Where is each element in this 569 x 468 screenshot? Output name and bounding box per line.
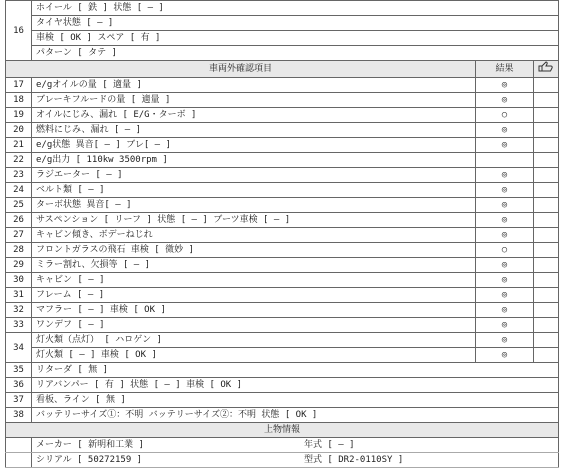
tire-section-line <box>6 1 559 16</box>
row-number: 33 <box>6 318 32 333</box>
row-number: 21 <box>6 138 32 153</box>
row-number: 26 <box>6 213 32 228</box>
check-item-text: 看板、ライン [ 無 ] <box>32 393 559 408</box>
check-extra <box>534 228 559 243</box>
check-item-text: フロントガラスの飛石 車検 [ 微妙 ] <box>32 243 476 258</box>
check-item-text: ブレーキフルードの量 [ 適量 ] <box>32 93 476 108</box>
tire-section-line <box>6 16 559 31</box>
inspection-table <box>5 0 559 468</box>
row-number: 23 <box>6 168 32 183</box>
check-row <box>6 318 559 333</box>
row-number: 28 <box>6 243 32 258</box>
check-item-text: ワンデフ [ — ] <box>32 318 476 333</box>
upper-info-spacer <box>6 438 32 453</box>
upper-info-row <box>6 453 559 468</box>
tire-section-text: ホイール [ 鉄 ] 状態 [ — ] <box>32 1 559 16</box>
check-extra <box>534 168 559 183</box>
check-row <box>6 363 559 378</box>
upper-info-line <box>32 453 559 468</box>
upper-info-left: メーカー [ 新明和工業 ] <box>36 440 144 450</box>
row-number: 24 <box>6 183 32 198</box>
row-number: 37 <box>6 393 32 408</box>
check-result: ◎ <box>476 348 534 363</box>
check-row <box>6 108 559 123</box>
check-result: ○ <box>476 108 534 123</box>
upper-info-spacer <box>6 453 32 468</box>
check-row <box>6 93 559 108</box>
row-number: 16 <box>6 1 32 61</box>
check-row <box>6 333 559 348</box>
check-row <box>6 258 559 273</box>
check-row <box>6 393 559 408</box>
check-item-text: e/gオイルの量 [ 適量 ] <box>32 78 476 93</box>
check-row <box>6 288 559 303</box>
row-number: 20 <box>6 123 32 138</box>
thumbs-up-icon <box>534 61 559 78</box>
row-number: 32 <box>6 303 32 318</box>
inspection-sheet <box>5 0 558 468</box>
check-result: ◎ <box>476 183 534 198</box>
upper-info-right: 型式 [ DR2-0110SY ] <box>304 455 404 465</box>
row-number: 25 <box>6 198 32 213</box>
check-item-text: フレーム [ — ] <box>32 288 476 303</box>
check-result: ◎ <box>476 138 534 153</box>
check-extra <box>534 78 559 93</box>
check-extra <box>534 93 559 108</box>
row-number: 30 <box>6 273 32 288</box>
check-row <box>6 228 559 243</box>
check-item-text: マフラー [ — ] 車検 [ OK ] <box>32 303 476 318</box>
row-number: 35 <box>6 363 32 378</box>
check-result: ◎ <box>476 228 534 243</box>
check-item-text: キャビン [ — ] <box>32 273 476 288</box>
check-result: ◎ <box>476 168 534 183</box>
upper-info-title: 上物情報 <box>6 423 559 438</box>
check-extra <box>534 243 559 258</box>
check-result: ◎ <box>476 273 534 288</box>
check-result: ◎ <box>476 198 534 213</box>
row-number: 34 <box>6 333 32 363</box>
row-number: 22 <box>6 153 32 168</box>
check-item-text: ベルト類 [ — ] <box>32 183 476 198</box>
check-extra <box>534 288 559 303</box>
check-row <box>6 168 559 183</box>
check-item-text: 灯火類（点灯） [ ハロゲン ] <box>32 333 476 348</box>
row-number: 18 <box>6 93 32 108</box>
check-extra <box>534 348 559 363</box>
check-extra <box>534 153 559 168</box>
check-extra <box>534 258 559 273</box>
check-row <box>6 78 559 93</box>
upper-info-right: 年式 [ — ] <box>304 440 355 450</box>
check-extra <box>534 333 559 348</box>
check-result: ◎ <box>476 258 534 273</box>
check-item-text: e/g状態 異音[ — ] ブレ[ — ] <box>32 138 476 153</box>
check-result: ◎ <box>476 318 534 333</box>
tire-section-text: 車検 [ OK ] スペア [ 有 ] <box>32 31 559 46</box>
check-item-text: ミラー割れ、欠損等 [ — ] <box>32 258 476 273</box>
row-number: 29 <box>6 258 32 273</box>
check-result: ◎ <box>476 303 534 318</box>
check-row <box>6 198 559 213</box>
check-row <box>6 183 559 198</box>
tire-section-line <box>6 46 559 61</box>
check-row <box>6 378 559 393</box>
check-item-text: ターボ状態 異音[ — ] <box>32 198 476 213</box>
tire-section-text: タイヤ状態 [ — ] <box>32 16 559 31</box>
row-number: 36 <box>6 378 32 393</box>
check-extra <box>534 213 559 228</box>
row-number: 27 <box>6 228 32 243</box>
check-result: ◎ <box>476 333 534 348</box>
upper-info-line <box>32 438 559 453</box>
checks-header <box>6 61 559 78</box>
check-extra <box>534 183 559 198</box>
check-result: ◎ <box>476 93 534 108</box>
check-extra <box>534 123 559 138</box>
check-result: ◎ <box>476 78 534 93</box>
check-item-text: リターダ [ 無 ] <box>32 363 559 378</box>
check-extra <box>534 303 559 318</box>
check-row <box>6 153 559 168</box>
check-result: ◎ <box>476 123 534 138</box>
check-extra <box>534 138 559 153</box>
upper-info-left: シリアル [ 50272159 ] <box>36 455 143 465</box>
check-result: ◎ <box>476 213 534 228</box>
upper-info-header <box>6 423 559 438</box>
check-item-text: オイルにじみ、漏れ [ E/G・ターボ ] <box>32 108 476 123</box>
check-row <box>6 273 559 288</box>
check-item-text: e/g出力 [ 110kw 3500rpm ] <box>32 153 476 168</box>
upper-info-row <box>6 438 559 453</box>
tire-section-text: パターン [ タテ ] <box>32 46 559 61</box>
row-number: 17 <box>6 78 32 93</box>
check-item-text: リアバンパー [ 有 ] 状態 [ — ] 車検 [ OK ] <box>32 378 559 393</box>
checks-header-result: 結果 <box>476 61 534 78</box>
row-number: 38 <box>6 408 32 423</box>
check-extra <box>534 273 559 288</box>
row-number: 19 <box>6 108 32 123</box>
check-extra <box>534 198 559 213</box>
check-item-text: バッテリーサイズ①：不明 バッテリーサイズ②：不明 状態 [ OK ] <box>32 408 559 423</box>
tire-section-line <box>6 31 559 46</box>
check-row <box>6 243 559 258</box>
check-item-text: ラジエーター [ — ] <box>32 168 476 183</box>
check-row <box>6 138 559 153</box>
check-result: ○ <box>476 243 534 258</box>
check-row <box>6 348 559 363</box>
check-row <box>6 123 559 138</box>
check-extra <box>534 108 559 123</box>
row-number: 31 <box>6 288 32 303</box>
checks-header-item: 車両外確認項目 <box>6 61 476 78</box>
check-row <box>6 213 559 228</box>
check-extra <box>534 318 559 333</box>
check-result: ◎ <box>476 288 534 303</box>
check-result <box>476 153 534 168</box>
check-item-text: 灯火類 [ — ] 車検 [ OK ] <box>32 348 476 363</box>
check-item-text: サスペンション [ リーフ ] 状態 [ — ] ブーツ車検 [ — ] <box>32 213 476 228</box>
check-item-text: 燃料にじみ、漏れ [ — ] <box>32 123 476 138</box>
check-item-text: キャビン傾き、ボデーねじれ <box>32 228 476 243</box>
check-row <box>6 303 559 318</box>
check-row <box>6 408 559 423</box>
